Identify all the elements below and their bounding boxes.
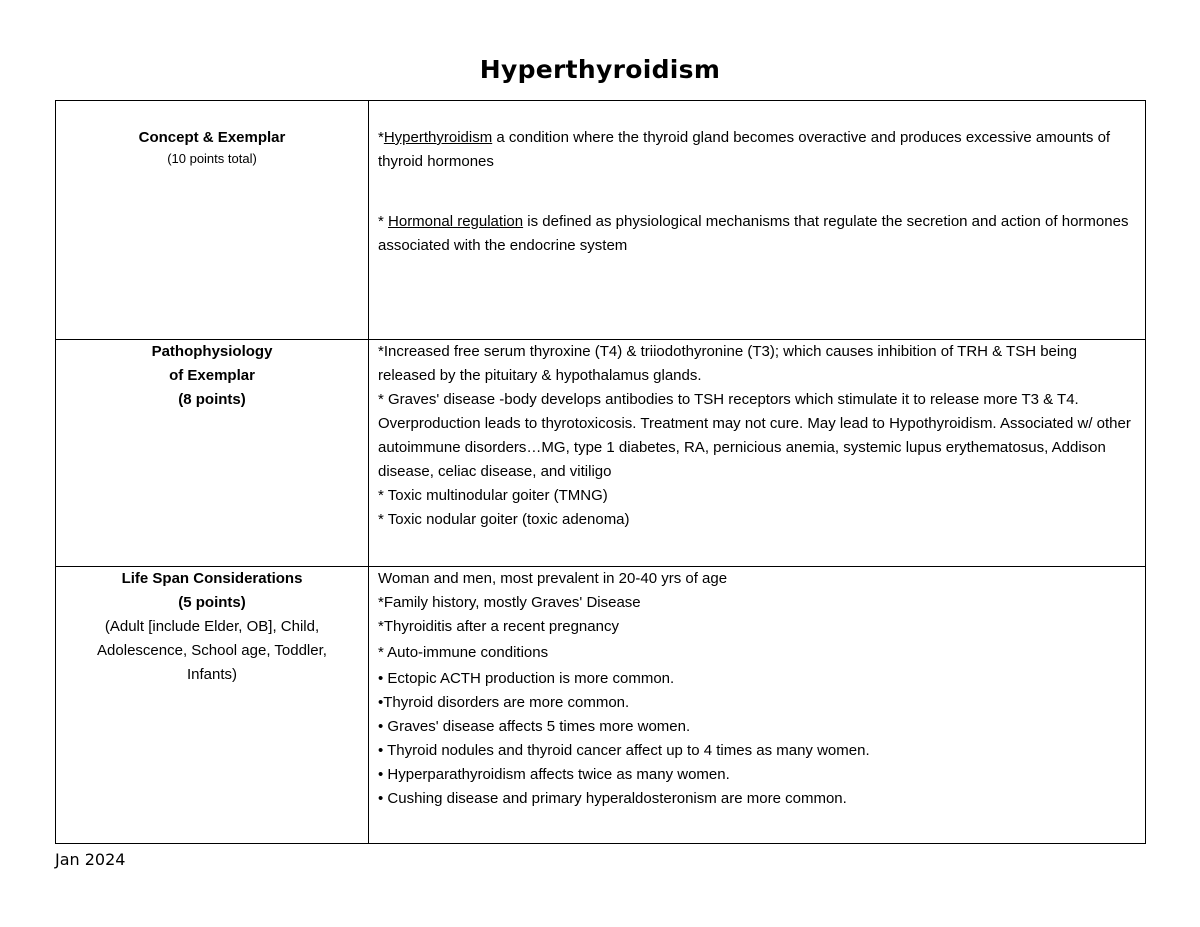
concept-definition-hyperthyroidism (378, 101, 1137, 174)
lifespan-item: *Family history, mostly Graves' Disease (378, 594, 641, 611)
lifespan-item: • Thyroid nodules and thyroid cancer affect up to 4 times as many women. (378, 742, 870, 759)
lifespan-item: • Ectopic ACTH production is more common. (378, 670, 675, 687)
footer-date: Jan 2024 (55, 850, 126, 869)
concept-label-cell (56, 101, 369, 340)
care-map-table (55, 100, 1146, 844)
lifespan-item: • Cushing disease and primary hyperaldosteronism are more common. (378, 790, 847, 807)
lifespan-heading-line4: Adolescence, School age, Toddler, (97, 642, 327, 659)
lifespan-item: •Thyroid disorders are more common. (378, 694, 630, 711)
patho-heading-line3: (8 points) (178, 391, 246, 408)
patho-heading-line1: Pathophysiology (151, 343, 273, 360)
document-title: Hyperthyroidism (479, 55, 721, 84)
patho-heading-line2: of Exemplar (169, 367, 255, 384)
patho-item: * Toxic multinodular goiter (TMNG) (378, 487, 608, 504)
lifespan-label-cell (56, 567, 369, 844)
concept-heading: Concept & Exemplar (138, 129, 286, 146)
lifespan-item: *Thyroiditis after a recent pregnancy (378, 618, 619, 635)
patho-label-cell (56, 340, 369, 567)
patho-content-cell (369, 340, 1146, 567)
lifespan-heading-line3: (Adult [include Elder, OB], Child, (104, 618, 320, 635)
concept-p2-prefix: * (378, 213, 389, 230)
lifespan-item: • Hyperparathyroidism affects twice as many women. (378, 766, 730, 783)
concept-subheading: (10 points total) (167, 151, 257, 166)
table-row-concept (56, 101, 1146, 340)
patho-item: * Toxic nodular goiter (toxic adenoma) (378, 511, 630, 528)
lifespan-content-cell (369, 567, 1146, 844)
lifespan-item: * Auto-immune conditions (378, 644, 549, 661)
concept-definition-hormonal-regulation (378, 174, 1137, 258)
concept-p1-text: a condition where the thyroid gland becomes overactive and produces excessive amounts of thyroid hormones (378, 129, 1111, 170)
patho-item: *Increased free serum thyroxine (T4) & triiodothyronine (T3); which causes inhibition of TRH & TSH being released by the pituitary & hypothalamus glands. (378, 343, 1077, 384)
term-hyperthyroidism: Hyperthyroidism (383, 129, 493, 146)
table-row-pathophysiology (56, 340, 1146, 567)
lifespan-heading-line5: Infants) (186, 666, 238, 683)
concept-p2-text: is defined as physiological mechanisms that regulate the secretion and action of hormones associated with the endocrine system (378, 213, 1129, 254)
concept-content-cell (369, 101, 1146, 340)
lifespan-heading-line2: (5 points) (178, 594, 246, 611)
term-hormonal-regulation: Hormonal regulation (388, 213, 524, 230)
concept-p1-prefix: * (378, 129, 384, 146)
table-row-lifespan (56, 567, 1146, 844)
lifespan-item: • Graves' disease affects 5 times more women. (378, 718, 691, 735)
lifespan-item: Woman and men, most prevalent in 20-40 yrs of age (378, 570, 728, 587)
lifespan-heading-line1: Life Span Considerations (121, 570, 303, 587)
patho-item: * Graves' disease -body develops antibodies to TSH receptors which stimulate it to release more T3 & T4. Overproduction leads to thyrotoxicosis. Treatment may not cure. May lead to Hypothyroidism. Associated w/ other autoimmune disorders…MG, type 1 diabetes, RA, pernicious anemia, systemic lupus erythematosus, Addison disease, celiac disease, and vitiligo (378, 391, 1131, 480)
